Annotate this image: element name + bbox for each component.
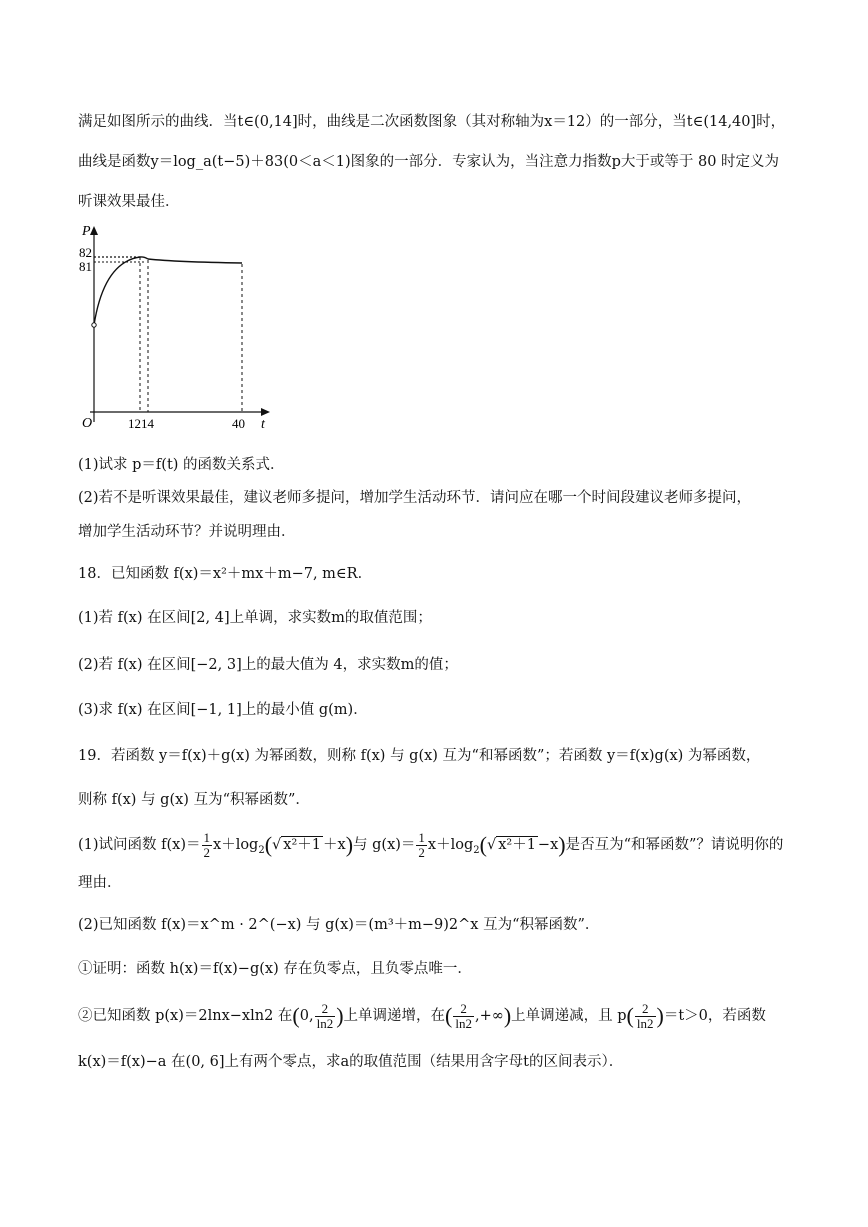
y-tick-82: 82: [79, 245, 92, 260]
q18-part3: (3)求 f(x) 在区间[−1, 1]上的最小值 g(m)．: [78, 702, 368, 718]
q18-stem: 18．已知函数 f(x)＝x²＋mx＋m−7, m∈R．: [78, 566, 373, 582]
log-curve: [148, 259, 242, 263]
q19-part2: (2)已知函数 f(x)＝x^m · 2^(−x) 与 g(x)＝(m³＋m−9)2^x 互为“积幂函数”．: [78, 917, 600, 933]
x-axis-arrow: [261, 408, 270, 416]
q19-stem-b: 则称 f(x) 与 g(x) 互为“积幂函数”．: [78, 792, 310, 808]
q18-part2: (2)若 f(x) 在区间[−2, 3]上的最大值为 4，求实数m的值；: [78, 657, 458, 673]
y-axis-arrow: [90, 226, 98, 235]
y-axis-label: P: [82, 224, 91, 239]
intro-line-2: 曲线是函数y＝log_a(t−5)＋83(0＜a＜1)图象的一部分．专家认为，当注意力指数p大于或等于 80 时定义为: [78, 154, 780, 170]
q19-stem-a: 19．若函数 y＝f(x)＋g(x) 为幂函数，则称 f(x) 与 g(x) 互为“和幂函数”；若函数 y＝f(x)g(x) 为幂函数，: [78, 748, 761, 764]
q19-part1-line2: 理由．: [78, 875, 122, 891]
start-point: [92, 323, 96, 327]
q17-part2a: (2)若不是听课效果最佳，建议老师多提问，增加学生活动环节．请问应在哪一个时间段建议老师多提问，: [78, 490, 752, 506]
q17-part1: (1)试求 p＝f(t) 的函数关系式．: [78, 457, 285, 473]
attention-curve-graph: [76, 222, 276, 437]
q19-claim1: ①证明：函数 h(x)＝f(x)−g(x) 存在负零点，且负零点唯一．: [78, 961, 472, 977]
y-tick-81: 81: [79, 259, 92, 274]
q19-claim2-line2: k(x)＝f(x)−a 在(0, 6]上有两个零点，求a的取值范围（结果用含字母t的区间表示）．: [78, 1054, 624, 1070]
q19-part1: (1)试问函数 f(x)＝ $\frac{1}{2}$ $x+\log_2(√$ x²＋1 ＋x)与 g(x)＝ $\frac{1}{2}$ $x+\log_2(√$ x²＋1 −x)是否互为“和幂函数”？请说明你的: [78, 829, 784, 860]
x-axis-label: t: [261, 417, 265, 432]
half-fraction: $\frac{1}{2}$: [203, 829, 211, 860]
intro-line-3: 听课效果最佳．: [78, 194, 180, 210]
x-tick-40: 40: [232, 416, 245, 431]
intro-line-1: 满足如图所示的曲线．当t∈(0,14]时，曲线是二次函数图象（其对称轴为x＝12）的一部分，当t∈(14,40]时，: [78, 114, 786, 130]
q17-part2b: 增加学生活动环节？并说明理由．: [78, 524, 296, 540]
origin-label: O: [82, 416, 93, 431]
q19-claim2: ②已知函数 p(x)＝2lnx−xln2 在(0, $\frac{2}{\ln 2}$ )上单调递增，在( $\frac{2}{\ln 2}$ ,+∞)上单调递减，且 p( $\frac{2}{\ln 2}$ )＝t＞0，若函数: [78, 1000, 766, 1031]
quadratic-curve: [94, 257, 148, 325]
x-tick-1214: 1214: [128, 416, 154, 431]
q18-part1: (1)若 f(x) 在区间[2, 4]上单调，求实数m的取值范围；: [78, 610, 432, 626]
